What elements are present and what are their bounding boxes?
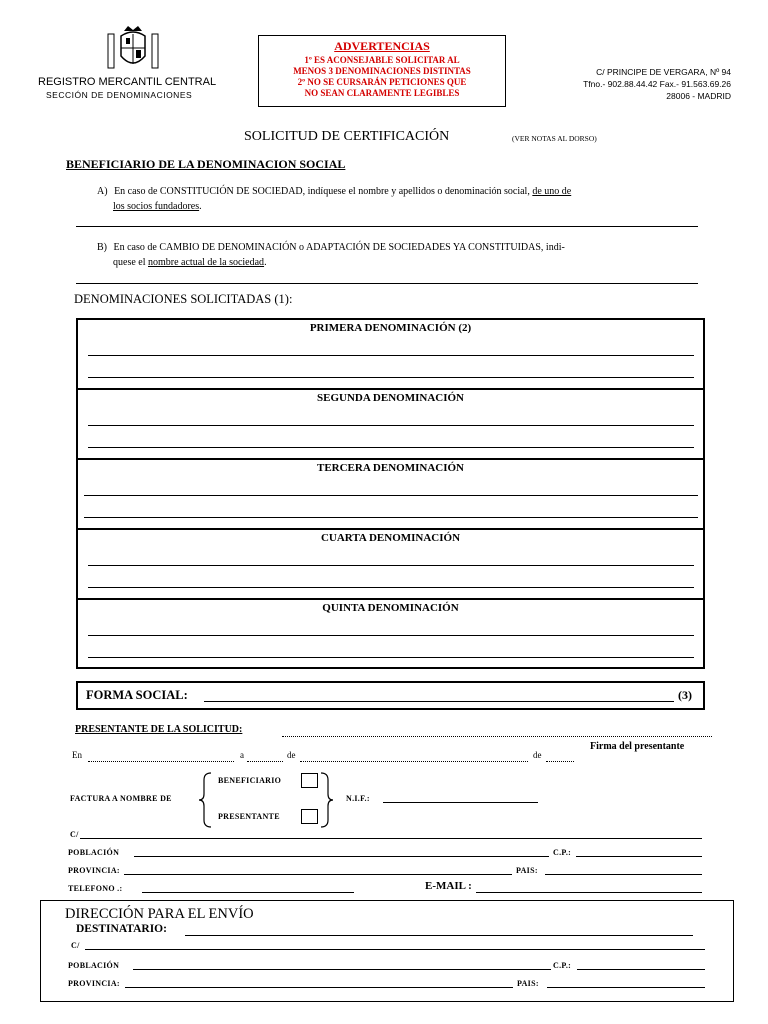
- street-line[interactable]: [80, 838, 702, 839]
- option-b-line2: quese el: [113, 257, 146, 268]
- warning-line: 1º ES ACONSEJABLE SOLICITAR AL: [304, 55, 460, 65]
- denomination-box-3: [76, 458, 705, 530]
- denomination-title: PRIMERA DENOMINACIÓN (2): [309, 322, 472, 334]
- denomination-line[interactable]: [88, 377, 694, 378]
- shipping-province-label: PROVINCIA:: [68, 979, 120, 988]
- shipping-street-label: C/: [71, 941, 80, 950]
- denomination-line[interactable]: [84, 517, 698, 518]
- shipping-country-label: PAIS:: [517, 979, 539, 988]
- warnings-box: [258, 35, 506, 107]
- opt-beneficiario-label: BENEFICIARIO: [218, 776, 282, 785]
- shipping-city-label: POBLACIÓN: [68, 961, 120, 970]
- coat-of-arms-logo: [104, 26, 162, 76]
- option-a-text: En caso de CONSTITUCIÓN DE SOCIEDAD, indíquese el nombre y apellidos o denominación social,: [114, 186, 530, 197]
- warning-line: 2º NO SE CURSARÁN PETICIONES QUE: [297, 77, 467, 87]
- email-line[interactable]: [476, 892, 702, 893]
- shipping-box: [40, 900, 734, 1002]
- recipient-label: DESTINATARIO:: [76, 923, 167, 935]
- place-line[interactable]: [88, 761, 234, 762]
- recipient-line[interactable]: [185, 935, 693, 936]
- place-label: En: [72, 750, 82, 760]
- denomination-line[interactable]: [88, 565, 694, 566]
- address-line: Tfno.- 902.88.44.42 Fax.- 91.563.69.26: [583, 79, 731, 89]
- denomination-title: SEGUNDA DENOMINACIÓN: [317, 392, 464, 404]
- street-label: C/: [70, 830, 79, 839]
- denomination-line[interactable]: [88, 425, 694, 426]
- denomination-line[interactable]: [88, 657, 694, 658]
- denomination-line[interactable]: [84, 495, 698, 496]
- address-line: C/ PRINCIPE DE VERGARA, Nº 94: [596, 67, 731, 77]
- year-line[interactable]: [546, 761, 574, 762]
- denomination-line[interactable]: [88, 587, 694, 588]
- signature-label: Firma del presentante: [590, 741, 685, 752]
- requested-heading: DENOMINACIONES SOLICITADAS (1):: [74, 292, 293, 306]
- option-a-line2: los socios fundadores: [113, 201, 200, 212]
- option-a-underlined: de uno de: [532, 186, 572, 197]
- country-line[interactable]: [545, 874, 702, 875]
- invoice-label: FACTURA A NOMBRE DE: [70, 794, 172, 803]
- section-name: SECCIÓN DE DENOMINACIONES: [46, 90, 193, 100]
- nif-line[interactable]: [383, 802, 538, 803]
- shipping-cp-label: C.P.:: [553, 961, 572, 970]
- nif-label: N.I.F.:: [346, 794, 370, 803]
- shipping-province-line[interactable]: [125, 987, 513, 988]
- option-a: A) En caso de CONSTITUCIÓN DE SOCIEDAD, indíquese el nombre y apellidos o denominación social, de uno de los socios fundadores.: [97, 186, 572, 212]
- year-label: de: [533, 750, 542, 760]
- option-b-text: En caso de CAMBIO DE DENOMINACIÓN o ADAPTACIÓN DE SOCIEDADES YA CONSTITUIDAS, indi-: [113, 242, 565, 253]
- beneficiario-checkbox[interactable]: [301, 773, 318, 788]
- phone-label: TELEFONO .:: [68, 884, 123, 893]
- shipping-cp-line[interactable]: [577, 969, 705, 970]
- registry-address: [583, 66, 731, 102]
- option-a-prefix: A): [97, 186, 108, 197]
- registry-name: REGISTRO MERCANTIL CENTRAL: [38, 76, 217, 88]
- denomination-line[interactable]: [88, 447, 694, 448]
- denomination-box-5: [76, 598, 705, 669]
- province-line[interactable]: [124, 874, 512, 875]
- form-title-note: (VER NOTAS AL DORSO): [512, 134, 597, 143]
- city-label: POBLACIÓN: [68, 848, 120, 857]
- warning-line: MENOS 3 DENOMINACIONES DISTINTAS: [293, 66, 471, 76]
- denomination-box-1: [76, 318, 705, 390]
- option-a-answer-line[interactable]: [76, 226, 698, 227]
- province-label: PROVINCIA:: [68, 866, 120, 875]
- presenter-line[interactable]: [282, 736, 712, 737]
- beneficiary-heading: BENEFICIARIO DE LA DENOMINACION SOCIAL: [66, 157, 346, 171]
- warnings-title: ADVERTENCIAS: [334, 39, 430, 53]
- option-b-answer-line[interactable]: [76, 283, 698, 284]
- cp-line[interactable]: [576, 856, 702, 857]
- form-title: SOLICITUD DE CERTIFICACIÓN: [244, 129, 450, 144]
- opt-presentante-label: PRESENTANTE: [218, 812, 280, 821]
- email-label: E-MAIL :: [425, 880, 472, 892]
- month-line[interactable]: [300, 761, 528, 762]
- denomination-title: TERCERA DENOMINACIÓN: [317, 462, 464, 474]
- forma-social-note: (3): [678, 688, 692, 702]
- shipping-street-line[interactable]: [85, 949, 705, 950]
- option-b-underlined: nombre actual de la sociedad: [148, 257, 265, 268]
- forma-social-label: FORMA SOCIAL:: [86, 688, 188, 702]
- presenter-label: PRESENTANTE DE LA SOLICITUD:: [75, 724, 243, 735]
- forma-social-box: [76, 681, 705, 710]
- option-b: B) En caso de CAMBIO DE DENOMINACIÓN o ADAPTACIÓN DE SOCIEDADES YA CONSTITUIDAS, indi- quese el nombre actual de la sociedad.: [97, 242, 565, 268]
- denomination-title: QUINTA DENOMINACIÓN: [322, 602, 459, 614]
- city-line[interactable]: [134, 856, 549, 857]
- denomination-title: CUARTA DENOMINACIÓN: [320, 532, 461, 544]
- month-label: de: [287, 750, 296, 760]
- warning-line: NO SEAN CLARAMENTE LEGIBLES: [304, 88, 460, 98]
- day-label: a: [240, 750, 244, 760]
- denomination-box-2: [76, 388, 705, 460]
- denomination-line[interactable]: [88, 355, 694, 356]
- denomination-line[interactable]: [88, 635, 694, 636]
- shipping-country-line[interactable]: [547, 987, 705, 988]
- country-label: PAIS:: [516, 866, 538, 875]
- right-brace: [320, 772, 334, 833]
- left-brace: [198, 772, 212, 833]
- presentante-checkbox[interactable]: [301, 809, 318, 824]
- denomination-box-4: [76, 528, 705, 600]
- option-b-prefix: B): [97, 242, 107, 253]
- shipping-title: DIRECCIÓN PARA EL ENVÍO: [65, 906, 254, 922]
- shipping-city-line[interactable]: [133, 969, 551, 970]
- phone-line[interactable]: [142, 892, 354, 893]
- forma-social-line[interactable]: [204, 701, 674, 702]
- address-line: 28006 - MADRID: [666, 91, 731, 101]
- day-line[interactable]: [247, 761, 283, 762]
- cp-label: C.P.:: [553, 848, 572, 857]
